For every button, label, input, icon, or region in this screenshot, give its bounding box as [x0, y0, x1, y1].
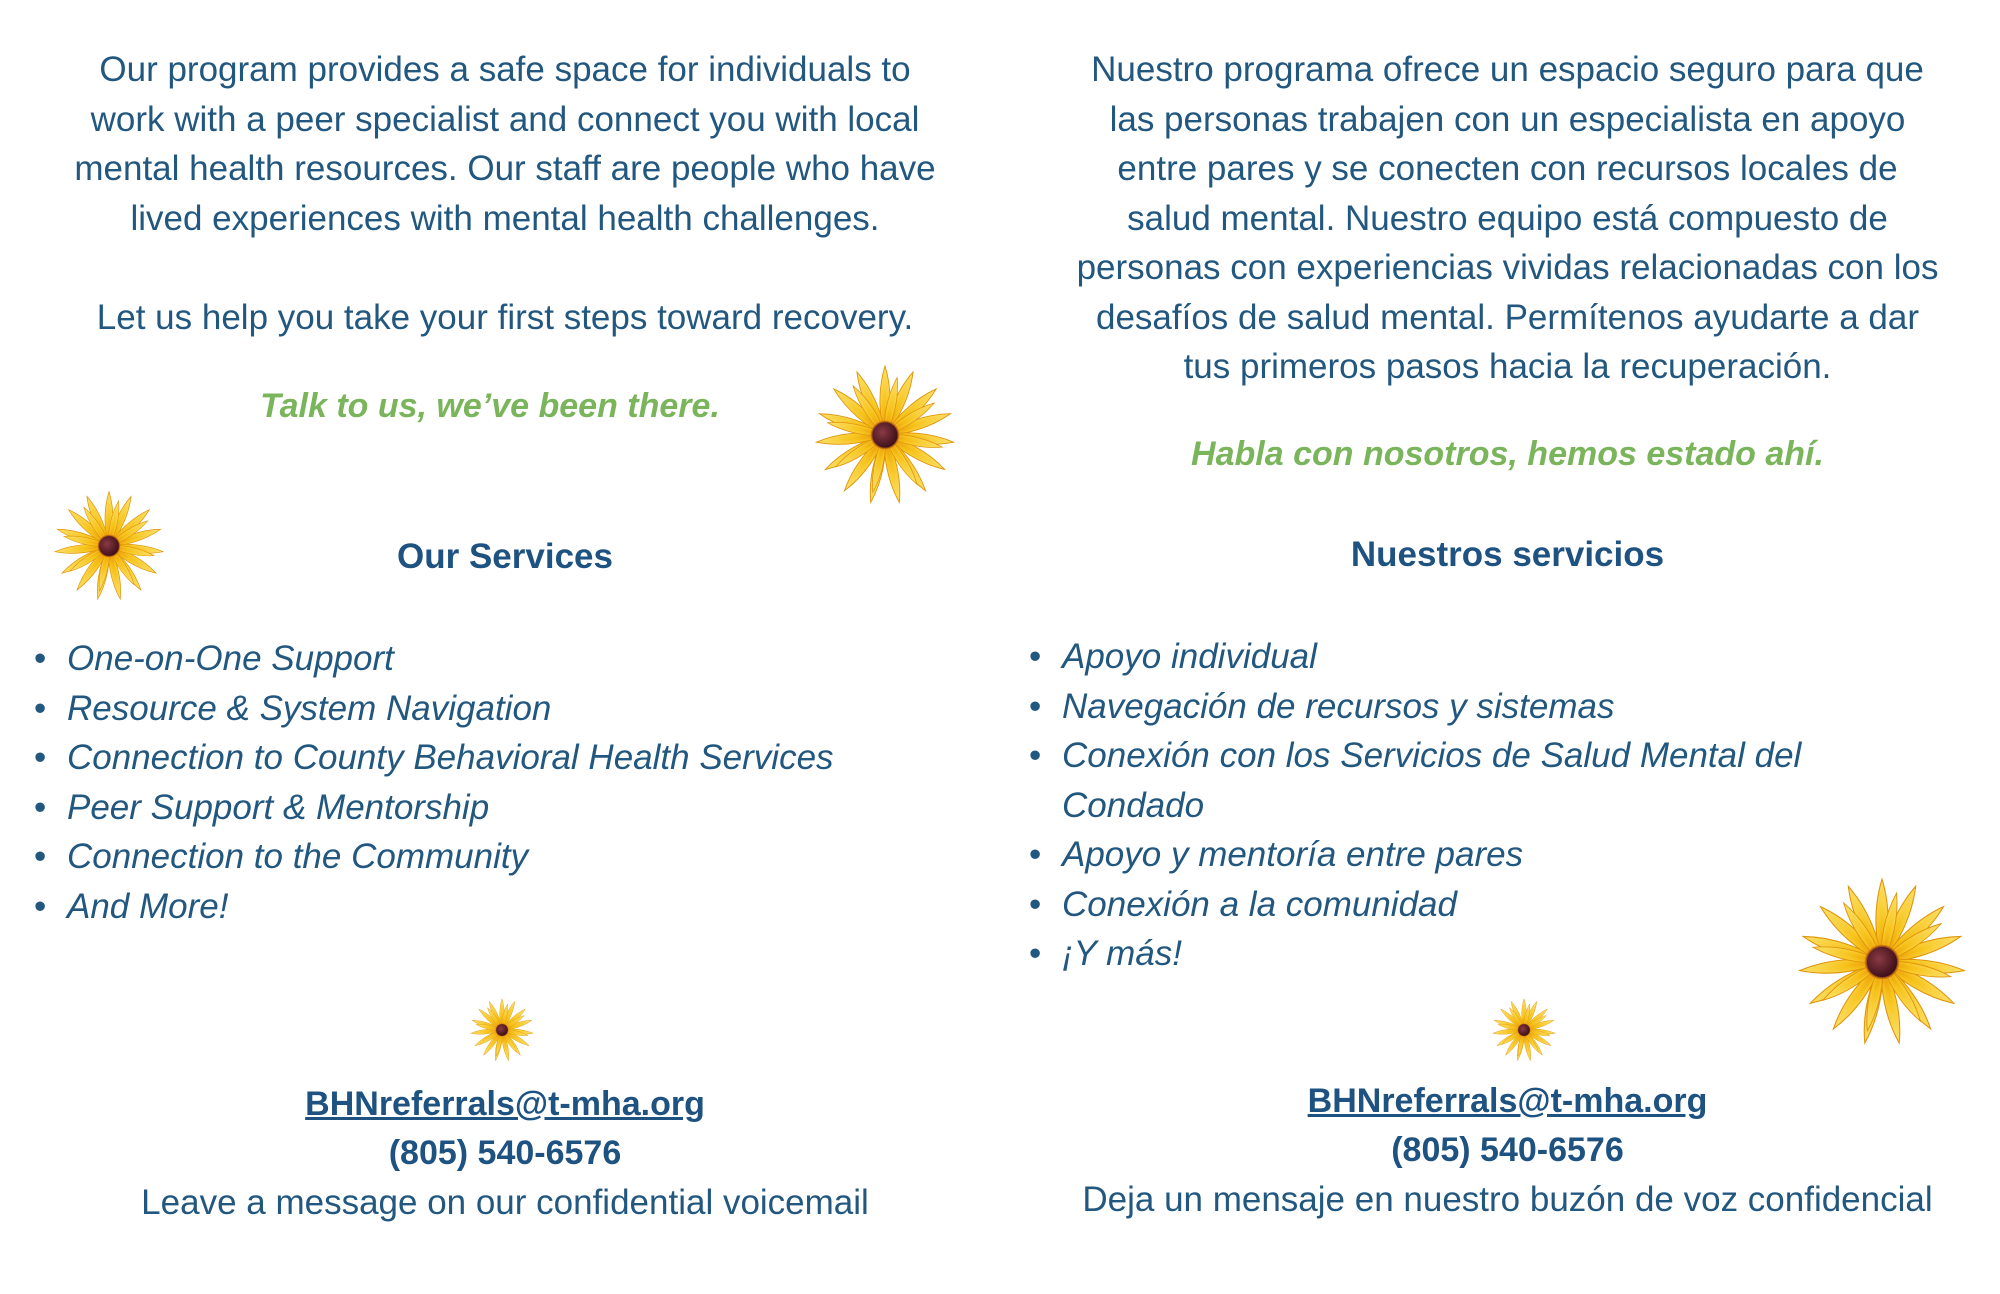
list-item: • Apoyo individual — [1062, 632, 1801, 682]
english-tagline: Talk to us, we’ve been there. — [260, 387, 720, 425]
email-link[interactable]: BHNreferrals@t-mha.org — [1307, 1082, 1708, 1120]
spanish-intro — [1015, 45, 2000, 392]
spanish-intro-line: desafíos de salud mental. Permítenos ayudarte a dar — [1096, 297, 1919, 337]
english-contact — [10, 1080, 1000, 1228]
voicemail-note: Leave a message on our confidential voicemail — [141, 1183, 869, 1222]
list-item: • Navegación de recursos y sistemas — [1062, 682, 1801, 732]
list-item: • Conexión a la comunidad — [1062, 880, 1801, 930]
english-intro-line: Our program provides a safe space for individuals to — [99, 50, 911, 89]
sunflower-icon — [810, 360, 960, 510]
list-item: • And More! — [67, 882, 834, 932]
spanish-contact — [1015, 1077, 2000, 1225]
spanish-intro-line: entre pares y se conecten con recursos locales de — [1117, 149, 1898, 188]
sunflower-icon — [50, 487, 168, 605]
list-item: • Connection to the Community — [67, 832, 834, 882]
list-item: • ¡Y más! — [1062, 929, 1801, 979]
sunflower-icon — [468, 996, 536, 1064]
english-services-heading: Our Services — [397, 537, 613, 576]
spanish-intro-line: Nuestro programa ofrece un espacio seguro para que — [1091, 50, 1924, 89]
english-intro-line: work with a peer specialist and connect you with local — [90, 99, 920, 139]
english-intro-line: mental health resources. Our staff are people who have — [74, 149, 936, 188]
list-item: • One-on-One Support — [67, 634, 834, 684]
spanish-tagline: Habla con nosotros, hemos estado ahí. — [1191, 435, 1824, 473]
phone-number[interactable]: (805) 540-6576 — [388, 1134, 622, 1172]
list-item: • Resource & System Navigation — [67, 684, 834, 734]
spanish-services-heading: Nuestros servicios — [1350, 535, 1665, 574]
spanish-intro-line: tus primeros pasos hacia la recuperación. — [1183, 347, 1832, 386]
spanish-intro-line: las personas trabajen con un especialista en apoyo — [1109, 99, 1906, 139]
sunflower-icon — [1490, 996, 1558, 1064]
list-item: • Apoyo y mentoría entre pares — [1062, 830, 1801, 880]
english-help-line: Let us help you take your first steps toward recovery. — [96, 297, 914, 337]
list-item: • Conexión con los Servicios de Salud Mental del — [1062, 731, 1801, 781]
email-link[interactable]: BHNreferrals@t-mha.org — [305, 1085, 705, 1123]
list-item-continuation: Condado — [1062, 785, 1205, 825]
voicemail-note: Deja un mensaje en nuestro buzón de voz confidencial — [1082, 1180, 1933, 1219]
english-intro-line: lived experiences with mental health challenges. — [130, 198, 880, 238]
list-item: • Connection to County Behavioral Health Services — [67, 733, 834, 783]
sunflower-icon — [1792, 872, 1972, 1052]
spanish-intro-line: personas con experiencias vividas relacionadas con los — [1076, 248, 1939, 287]
phone-number[interactable]: (805) 540-6576 — [1391, 1131, 1624, 1169]
english-intro — [10, 45, 1000, 342]
spanish-services-list — [1015, 632, 1801, 979]
list-item: • Peer Support & Mentorship — [67, 783, 834, 833]
spanish-intro-line: salud mental. Nuestro equipo está compuesto de — [1127, 198, 1888, 238]
english-services-list — [20, 634, 834, 931]
